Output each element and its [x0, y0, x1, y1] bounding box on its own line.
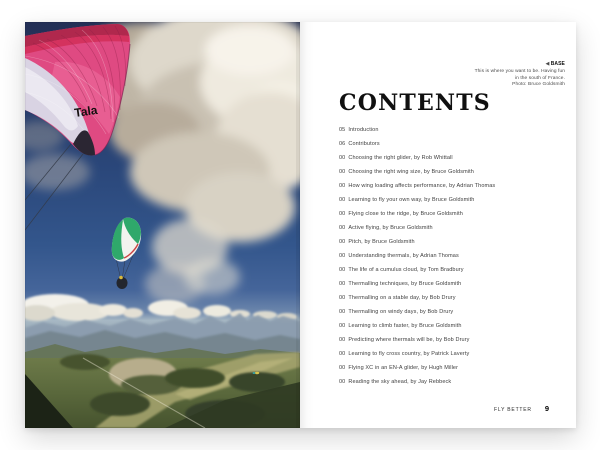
- toc-list: [339, 123, 554, 389]
- caption-line: This is where you want to be. Having fun: [474, 68, 565, 74]
- toc-page-number: 00: [339, 379, 346, 385]
- caption-title: BASE: [550, 61, 565, 67]
- toc-entry-label: Understanding thermals, by Adrian Thomas: [348, 253, 459, 259]
- toc-entry-label: Flying XC in an EN-A glider, by Hugh Miller: [348, 365, 459, 371]
- toc-item: [339, 249, 554, 263]
- toc-page-number: 06: [339, 141, 346, 147]
- caption-arrow-icon: ◀: [545, 62, 550, 67]
- left-page-photo: [25, 22, 300, 428]
- toc-item: [339, 179, 554, 193]
- toc-entry-label: How wing loading affects performance, by Adrian Thomas: [348, 183, 496, 189]
- toc-page-number: 00: [339, 225, 346, 231]
- toc-page-number: 00: [339, 239, 346, 245]
- toc-item: [339, 361, 554, 375]
- toc-entry-label: Predicting where thermals will be, by Bob Drury: [348, 337, 470, 343]
- toc-entry-label: Introduction: [348, 127, 379, 133]
- toc-page-number: 00: [339, 323, 346, 329]
- toc-entry-label: Thermalling on windy days, by Bob Drury: [348, 309, 454, 315]
- toc-page-number: 00: [339, 183, 346, 189]
- toc-item: [339, 221, 554, 235]
- toc-entry-label: Contributors: [348, 141, 380, 147]
- toc-item: [339, 375, 554, 389]
- paragliding-photo: [25, 22, 300, 428]
- footer-book-title: FLY BETTER: [494, 407, 532, 413]
- toc-item: [339, 277, 554, 291]
- toc-item: [339, 123, 554, 137]
- right-page-contents: [300, 22, 576, 428]
- wing-brand-text: Tala: [73, 102, 99, 120]
- toc-page-number: 00: [339, 169, 346, 175]
- toc-entry-label: Thermalling on a stable day, by Bob Drury: [348, 295, 456, 301]
- page-title: CONTENTS: [339, 90, 491, 116]
- toc-page-number: 00: [339, 267, 346, 273]
- book-spread: [25, 22, 576, 428]
- toc-item: [339, 333, 554, 347]
- toc-page-number: 00: [339, 337, 346, 343]
- toc-page-number: 00: [339, 295, 346, 301]
- toc-page-number: 00: [339, 155, 346, 161]
- photo-caption: [475, 61, 565, 89]
- toc-item: [339, 193, 554, 207]
- toc-entry-label: The life of a cumulus cloud, by Tom Bradbury: [348, 267, 464, 273]
- toc-entry-label: Flying close to the ridge, by Bruce Goldsmith: [348, 211, 463, 217]
- toc-item: [339, 319, 554, 333]
- toc-entry-label: Active flying, by Bruce Goldsmith: [348, 225, 433, 231]
- toc-page-number: 05: [339, 127, 346, 133]
- toc-item: [339, 151, 554, 165]
- toc-item: [339, 137, 554, 151]
- toc-item: [339, 165, 554, 179]
- toc-item: [339, 263, 554, 277]
- pilot-helmet: [119, 276, 123, 280]
- caption-credit: Photo: Bruce Goldsmith: [512, 82, 565, 88]
- toc-entry-label: Learning to fly your own way, by Bruce Goldsmith: [348, 197, 475, 203]
- toc-page-number: 00: [339, 365, 346, 371]
- toc-page-number: 00: [339, 351, 346, 357]
- toc-entry-label: Pitch, by Bruce Goldsmith: [348, 239, 415, 245]
- toc-entry-label: Reading the sky ahead, by Jay Rebbeck: [348, 379, 452, 385]
- toc-page-number: 00: [339, 253, 346, 259]
- toc-item: [339, 305, 554, 319]
- toc-item: [339, 235, 554, 249]
- toc-entry-label: Learning to climb faster, by Bruce Goldsmith: [348, 323, 462, 329]
- footer-page-number: 9: [544, 404, 549, 413]
- valley-landscape: [25, 352, 300, 428]
- toc-item: [339, 291, 554, 305]
- toc-entry-label: Thermalling techniques, by Bruce Goldsmith: [348, 281, 462, 287]
- toc-entry-label: Learning to fly cross country, by Patrick Laverty: [348, 351, 470, 357]
- toc-page-number: 00: [339, 309, 346, 315]
- toc-page-number: 00: [339, 281, 346, 287]
- toc-page-number: 00: [339, 211, 346, 217]
- toc-page-number: 00: [339, 197, 346, 203]
- page-footer: [494, 404, 549, 413]
- toc-item: [339, 347, 554, 361]
- toc-entry-label: Choosing the right wing size, by Bruce Goldsmith: [348, 169, 474, 175]
- toc-item: [339, 207, 554, 221]
- caption-line: in the south of France.: [514, 75, 565, 81]
- toc-entry-label: Choosing the right glider, by Rob Whittall: [348, 155, 453, 161]
